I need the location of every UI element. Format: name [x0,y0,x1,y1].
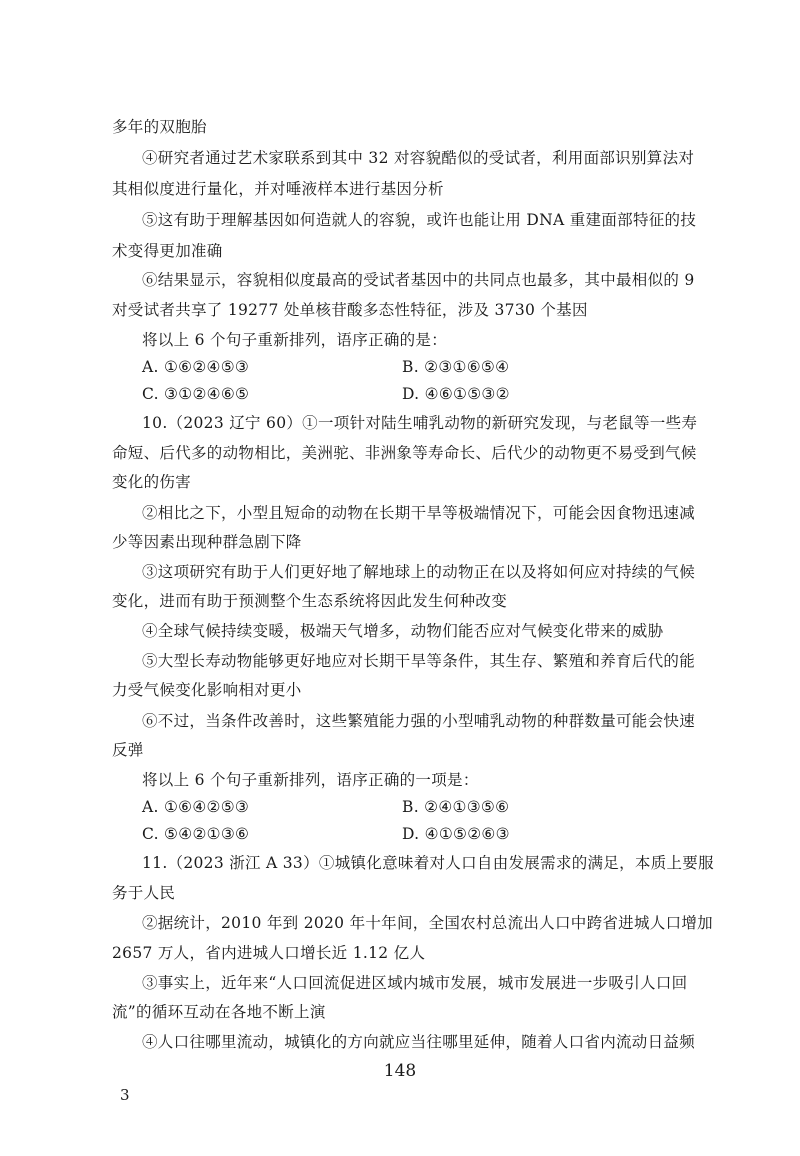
question-prompt: 将以上 6 个句子重新排列，语序正确的一项是： [142,771,479,789]
question-prompt: 将以上 6 个句子重新排列，语序正确的是： [142,331,448,349]
page-number: 148 [383,1061,417,1081]
text-line: ③这项研究有助于人们更好地了解地球上的动物正在以及将如何应对持续的气候 [142,563,696,581]
text-line: ⑥结果显示，容貌相似度最高的受试者基因中的共同点也最多，其中最相似的 9 [142,271,695,289]
text-line: 变化，进而有助于预测整个生态系统将因此发生何种改变 [112,592,508,610]
option-c: C. ③①②④⑥⑤ [142,385,250,403]
option-a: A. ①⑥②④⑤③ [142,358,250,376]
text-line: 2657 万人，省内进城人口增长近 1.12 亿人 [112,944,426,962]
text-line: ②据统计，2010 年到 2020 年十年间，全国农村总流出人口中跨省进城人口增加 [142,914,713,932]
text-line: 反弹 [112,741,144,759]
text-line: ④全球气候持续变暖，极端天气增多，动物们能否应对气候变化带来的威胁 [142,622,664,640]
text-line: 力受气候变化影响相对更小 [112,681,302,699]
option-b: B. ②④①③⑤⑥ [402,798,510,816]
text-line: ④研究者通过艺术家联系到其中 32 对容貌酷似的受试者，利用面部识别算法对 [142,149,695,167]
text-line: 多年的双胞胎 [112,118,207,136]
option-d: D. ④⑥①⑤③② [402,385,510,403]
text-line: 命短、后代多的动物相比，美洲驼、非洲象等寿命长、后代少的动物更不易受到气候 [112,444,697,462]
text-line: ⑤这有助于理解基因如何造就人的容貌，或许也能让用 DNA 重建面部特征的技 [142,211,697,229]
text-line: ④人口往哪里流动，城镇化的方向就应当往哪里延伸，随着人口省内流动日益频 [142,1033,696,1051]
option-a: A. ①⑥④②⑤③ [142,798,250,816]
text-line: 术变得更加准确 [112,242,223,260]
corner-mark: 3 [120,1086,130,1104]
option-b: B. ②③①⑥⑤④ [402,358,510,376]
text-line: 其相似度进行量化，并对唾液样本进行基因分析 [112,180,444,198]
text-line: 务于人民 [112,884,176,902]
text-line: 对受试者共享了 19277 处单核苷酸多态性特征，涉及 3730 个基因 [112,301,588,319]
option-c: C. ⑤④②①③⑥ [142,825,250,843]
text-line: ②相比之下，小型且短命的动物在长期干旱等极端情况下，可能会因食物迅速减 [142,504,696,522]
text-line: ③事实上，近年来“人口回流促进区域内城市发展，城市发展进一步吸引人口回 [142,974,688,992]
text-line: 流”的循环互动在各地不断上演 [112,1003,326,1021]
question-stem: 10.（2023 辽宁 60）①一项针对陆生哺乳动物的新研究发现，与老鼠等一些寿 [142,414,698,432]
text-line: 变化的伤害 [112,473,192,491]
text-line: 少等因素出现种群急剧下降 [112,533,302,551]
option-d: D. ④①⑤②⑥③ [402,825,510,843]
text-line: ⑤大型长寿动物能够更好地应对长期干旱等条件，其生存、繁殖和养育后代的能 [142,652,696,670]
text-line: ⑥不过，当条件改善时，这些繁殖能力强的小型哺乳动物的种群数量可能会快速 [142,712,696,730]
question-stem: 11.（2023 浙江 A 33）①城镇化意味着对人口自由发展需求的满足，本质上要服 [142,854,714,872]
